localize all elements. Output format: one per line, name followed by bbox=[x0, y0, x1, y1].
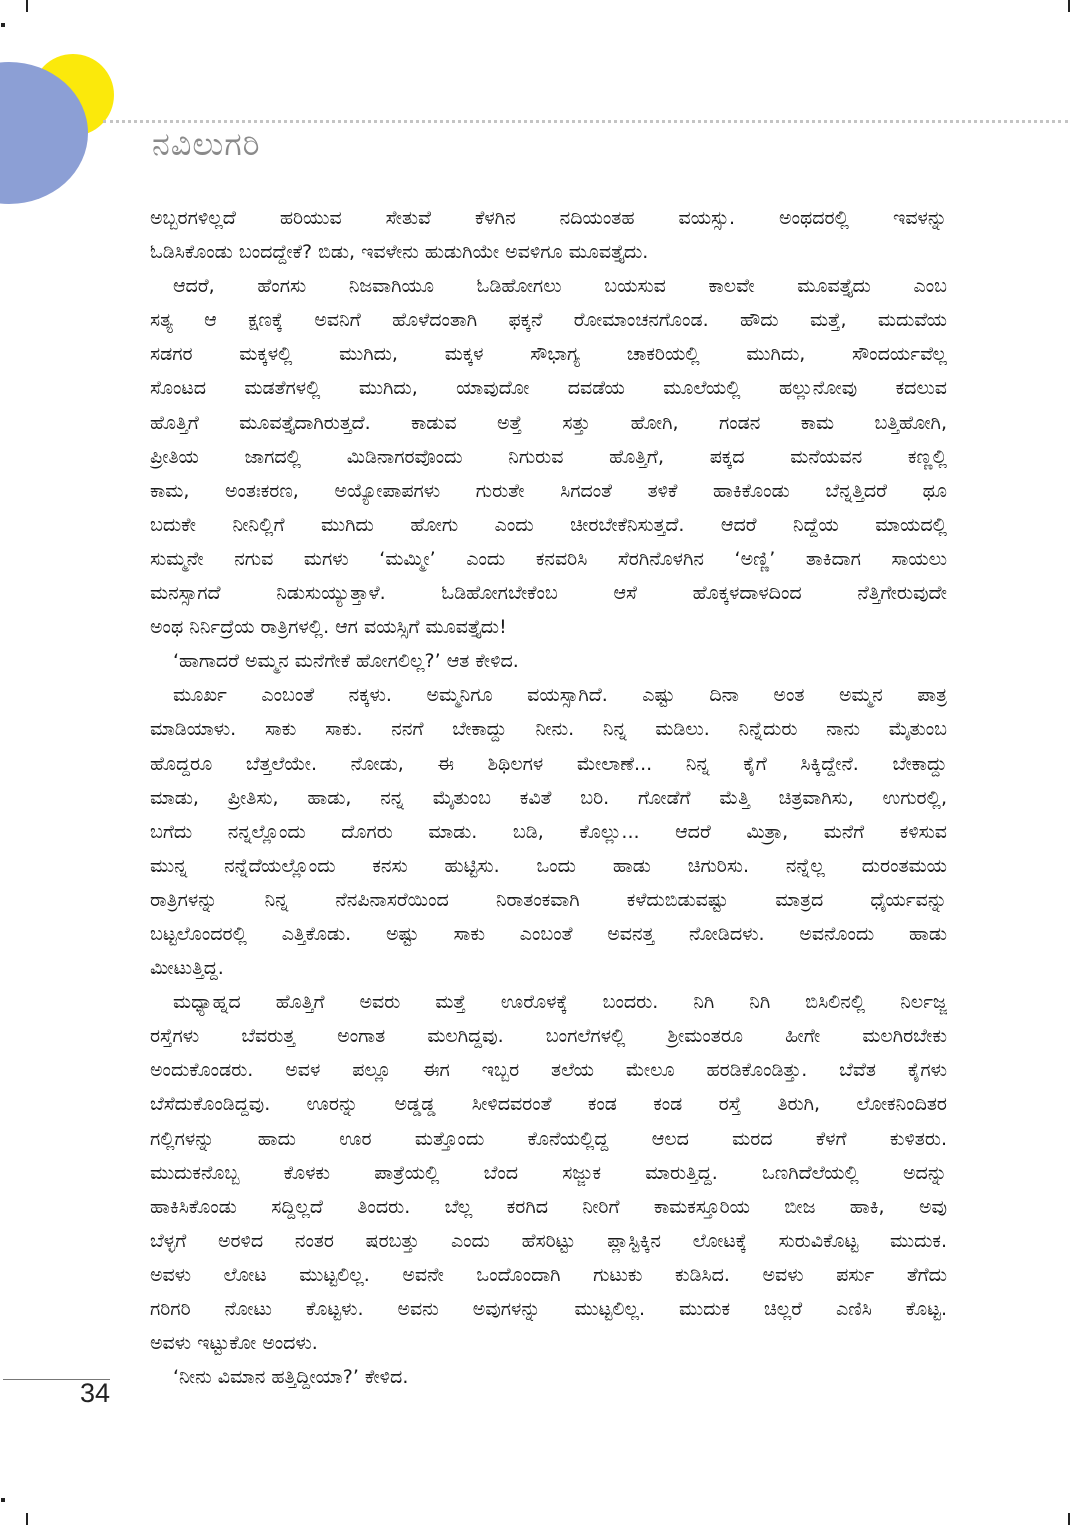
text-line: ಸೊಂಟದ ಮಡತೆಗಳಲ್ಲಿ ಮುಗಿದು, ಯಾವುದೋ ದವಡೆಯ ಮೂಲೆಯಲ್ಲಿ ಹಲ್ಲುನೋವು ಕದಲುವ bbox=[150, 377, 947, 400]
text-line: ಆದರೆ, ಹೆಂಗಸು ನಿಜವಾಗಿಯೂ ಓಡಿಹೋಗಲು ಬಯಸುವ ಕಾಲವೇ ಮೂವತ್ತೈದು ಎಂಬ bbox=[173, 275, 947, 298]
text-line: ಹಾಕಿಸಿಕೊಂಡು ಸದ್ದಿಲ್ಲದೆ ತಿಂದರು. ಬೆಲ್ಲ ಕರಗಿದ ನೀರಿಗೆ ಕಾಮಕಸ್ತೂರಿಯ ಬೀಜ ಹಾಕಿ, ಅವು bbox=[150, 1195, 947, 1218]
body-text bbox=[150, 201, 947, 1394]
text-line: ಅಂಥ ನಿರ್ನಿದ್ರೆಯ ರಾತ್ರಿಗಳಲ್ಲಿ. ಆಗ ವಯಸ್ಸಿಗೆ ಮೂವತ್ತೈದು! bbox=[150, 616, 507, 639]
text-line: ಸುಮ್ಮನೇ ನಗುವ ಮಗಳು ‘ಮಮ್ಮೀ’ ಎಂದು ಕನವರಿಸಿ ಸೆರಗಿನೊಳಗಿನ ‘ಅಣ್ಣಿ’ ತಾಕಿದಾಗ ಸಾಯಲು bbox=[150, 547, 947, 570]
text-line: ಬಗೆದು ನನ್ನಲ್ಲೊಂದು ದೊಗರು ಮಾಡು. ಬಡಿ, ಕೊಲ್ಲು... ಆದರೆ ಮಿತ್ರಾ, ಮನೆಗೆ ಕಳಿಸುವ bbox=[150, 820, 947, 843]
text-line: ರಾತ್ರಿಗಳನ್ನು ನಿನ್ನ ನೆನಪಿನಾಸರೆಯಿಂದ ನಿರಾತಂಕವಾಗಿ ಕಳೆದುಬಿಡುವಷ್ಟು ಮಾತ್ರದ ಧೈರ್ಯವನ್ನು bbox=[150, 888, 947, 911]
page-number: 34 bbox=[79, 1378, 110, 1408]
text-line: ಅಂದುಕೊಂಡರು. ಅವಳ ಪಲ್ಲೂ ಈಗ ಇಬ್ಬರ ತಲೆಯ ಮೇಲೂ ಹರಡಿಕೊಂಡಿತ್ತು. ಬೆವೆತ ಕೈಗಳು bbox=[150, 1059, 947, 1082]
text-line: ‘ಹಾಗಾದರೆ ಅಮ್ಮನ ಮನೆಗೇಕೆ ಹೋಗಲಿಲ್ಲ?’ ಆತ ಕೇಳಿದ. bbox=[173, 650, 519, 673]
text-line: ಬದುಕೇ ನೀನಿಲ್ಲಿಗೆ ಮುಗಿದು ಹೋಗು ಎಂದು ಚೀರಬೇಕೆನಿಸುತ್ತದೆ. ಆದರೆ ನಿದ್ದೆಯ ಮಾಯದಲ್ಲಿ bbox=[150, 513, 947, 536]
text-line: ಮೀಟುತ್ತಿದ್ದ. bbox=[150, 957, 224, 980]
text-line: ಗರಿಗರಿ ನೋಟು ಕೊಟ್ಟಳು. ಅವನು ಅವುಗಳನ್ನು ಮುಟ್ಟಲಿಲ್ಲ. ಮುದುಕ ಚಿಲ್ಲರೆ ಎಣಿಸಿ ಕೊಟ್ಟ. bbox=[150, 1298, 947, 1320]
text-line: ಮಾಡು, ಪ್ರೀತಿಸು, ಹಾಡು, ನನ್ನ ಮೈತುಂಬ ಕವಿತೆ ಬರಿ. ಗೋಡೆಗೆ ಮೆತ್ತಿ ಚಿತ್ರವಾಗಿಸು, ಉಗುರಲ್ಲಿ, bbox=[150, 786, 947, 809]
text-line: ಮಧ್ಯಾಹ್ನದ ಹೊತ್ತಿಗೆ ಅವರು ಮತ್ತೆ ಊರೊಳಕ್ಕೆ ಬಂದರು. ನಿಗಿ ನಿಗಿ ಬಿಸಿಲಿನಲ್ಲಿ ನಿರ್ಲಜ್ಜ bbox=[173, 991, 947, 1014]
text-line: ಬೆಸೆದುಕೊಂಡಿದ್ದವು. ಊರನ್ನು ಅಡ್ಡಡ್ಡ ಸೀಳಿದವರಂತೆ ಕಂಡ ಕಂಡ ರಸ್ತೆ ತಿರುಗಿ, ಲೋಕನಿಂದಿತರ bbox=[150, 1093, 947, 1116]
text-line: ‘ನೀನು ವಿಮಾನ ಹತ್ತಿದ್ದೀಯಾ?’ ಕೇಳಿದ. bbox=[173, 1366, 409, 1389]
text-line: ಬೆಳ್ಳಗೆ ಅರಳಿದ ನಂತರ ಷರಬತ್ತು ಎಂದು ಹೆಸರಿಟ್ಟು ಪ್ಲಾಸ್ಟಿಕ್ಕಿನ ಲೋಟಕ್ಕೆ ಸುರುವಿಕೊಟ್ಟ ಮುದುಕ. bbox=[150, 1229, 947, 1252]
text-line: ಬಟ್ಟಲೊಂದರಲ್ಲಿ ಎತ್ತಿಕೊಡು. ಅಷ್ಟು ಸಾಕು ಎಂಬಂತೆ ಅವನತ್ತ ನೋಡಿದಳು. ಅವನೊಂದು ಹಾಡು bbox=[150, 922, 947, 945]
text-line: ಕಾಮ, ಅಂತಃಕರಣ, ಅಯ್ಯೋಪಾಪಗಳು ಗುರುತೇ ಸಿಗದಂತೆ ತಳಿಕೆ ಹಾಕಿಕೊಂಡು ಬೆನ್ನತ್ತಿದರೆ ಥೂ bbox=[150, 479, 947, 502]
text-line: ಮೂರ್ಖ ಎಂಬಂತೆ ನಕ್ಕಳು. ಅಮ್ಮನಿಗೂ ವಯಸ್ಸಾಗಿದೆ. ಎಷ್ಟು ದಿನಾ ಅಂತ ಅಮ್ಮನ ಪಾತ್ರ bbox=[173, 684, 947, 707]
text-line: ಓಡಿಸಿಕೊಂಡು ಬಂದದ್ದೇಕೆ? ಬಿಡು, ಇವಳೇನು ಹುಡುಗಿಯೇ ಅವಳಿಗೂ ಮೂವತ್ತೈದು. bbox=[150, 241, 649, 264]
text-line: ಗಲ್ಲಿಗಳನ್ನು ಹಾದು ಊರ ಮತ್ತೊಂದು ಕೊನೆಯಲ್ಲಿದ್ದ ಆಲದ ಮರದ ಕೆಳಗೆ ಕುಳಿತರು. bbox=[150, 1127, 947, 1150]
crop-mark-bottom-left bbox=[26, 1513, 28, 1525]
text-line: ಮಾಡಿಯಾಳು. ಸಾಕು ಸಾಕು. ನನಗೆ ಬೇಕಾದ್ದು ನೀನು. ನಿನ್ನ ಮಡಿಲು. ನಿನ್ನೆದುರು ನಾನು ಮೈತುಂಬ bbox=[150, 718, 947, 741]
crop-mark-left-lower bbox=[1, 1498, 5, 1502]
text-line: ಮುದುಕನೊಬ್ಬ ಕೊಳಕು ಪಾತ್ರೆಯಲ್ಲಿ ಬೆಂದ ಸಜ್ಜುಕ ಮಾರುತ್ತಿದ್ದ. ಒಣಗಿದೆಲೆಯಲ್ಲಿ ಅದನ್ನು bbox=[150, 1161, 947, 1184]
text-line: ಅಬ್ಬರಗಳಿಲ್ಲದೆ ಹರಿಯುವ ಸೇತುವೆ ಕೆಳಗಿನ ನದಿಯಂತಹ ವಯಸ್ಸು. ಅಂಥದರಲ್ಲಿ ಇವಳನ್ನು bbox=[150, 207, 947, 229]
text-line: ಪ್ರೀತಿಯ ಜಾಗದಲ್ಲಿ ಮಿಡಿನಾಗರವೊಂದು ನಿಗುರುವ ಹೊತ್ತಿಗೆ, ಪಕ್ಕದ ಮನೆಯವನ ಕಣ್ಣಲ್ಲಿ bbox=[150, 445, 947, 468]
text-line: ಸತ್ಯ ಆ ಕ್ಷಣಕ್ಕೆ ಅವನಿಗೆ ಹೊಳೆದಂತಾಗಿ ಫಕ್ಕನೆ ರೋಮಾಂಚನಗೊಂಡ. ಹೌದು ಮತ್ತೆ, ಮದುವೆಯ bbox=[150, 309, 947, 332]
text-line: ಹೊತ್ತಿಗೆ ಮೂವತ್ತೈದಾಗಿರುತ್ತದೆ. ಕಾಡುವ ಅತ್ತೆ ಸತ್ತು ಹೋಗಿ, ಗಂಡನ ಕಾಮ ಬತ್ತಿಹೋಗಿ, bbox=[150, 411, 947, 434]
running-title: ನವಿಲುಗರಿ bbox=[152, 125, 261, 163]
crop-mark-left-upper bbox=[1, 23, 5, 27]
crop-mark-bottom-right bbox=[1068, 1513, 1070, 1525]
text-line: ರಸ್ತೆಗಳು ಬೆವರುತ್ತ ಅಂಗಾತ ಮಲಗಿದ್ದವು. ಬಂಗಲೆಗಳಲ್ಲಿ ಶ್ರೀಮಂತರೂ ಹೀಗೇ ಮಲಗಿರಬೇಕು bbox=[150, 1025, 947, 1048]
text-line: ಮುನ್ನ ನನ್ನೆದೆಯಲ್ಲೊಂದು ಕನಸು ಹುಟ್ಟಿಸು. ಒಂದು ಹಾಡು ಚಿಗುರಿಸು. ನನ್ನೆಲ್ಲ ದುರಂತಮಯ bbox=[150, 854, 947, 877]
crop-mark-top-left bbox=[26, 0, 28, 12]
crop-mark-top-right bbox=[1068, 0, 1070, 12]
text-line: ಸಡಗರ ಮಕ್ಕಳಲ್ಲಿ ಮುಗಿದು, ಮಕ್ಕಳ ಸೌಭಾಗ್ಯ ಚಾಕರಿಯಲ್ಲಿ ಮುಗಿದು, ಸೌಂದರ್ಯವೆಲ್ಲ bbox=[150, 343, 947, 366]
text-line: ಅವಳು ಲೋಟ ಮುಟ್ಟಲಿಲ್ಲ. ಅವನೇ ಒಂದೊಂದಾಗಿ ಗುಟುಕು ಕುಡಿಸಿದ. ಅವಳು ಪರ್ಸು ತೆಗೆದು bbox=[150, 1263, 947, 1286]
text-line: ಅವಳು ಇಟ್ಟುಕೋ ಅಂದಳು. bbox=[150, 1332, 318, 1355]
text-line: ಮನಸ್ಸಾಗದೆ ನಿಡುಸುಯ್ಯುತ್ತಾಳೆ. ಓಡಿಹೋಗಬೇಕೆಂಬ ಆಸೆ ಹೊಕ್ಕಳದಾಳದಿಂದ ನೆತ್ತಿಗೇರುವುದೇ bbox=[150, 582, 947, 605]
text-line: ಹೊದ್ದರೂ ಬೆತ್ತಲೆಯೇ. ನೋಡು, ಈ ಶಿಥಿಲಗಳ ಮೇಲಾಣೆ... ನಿನ್ನ ಕೈಗೆ ಸಿಕ್ಕಿದ್ದೇನೆ. ಬೇಕಾದ್ದು bbox=[150, 752, 947, 775]
